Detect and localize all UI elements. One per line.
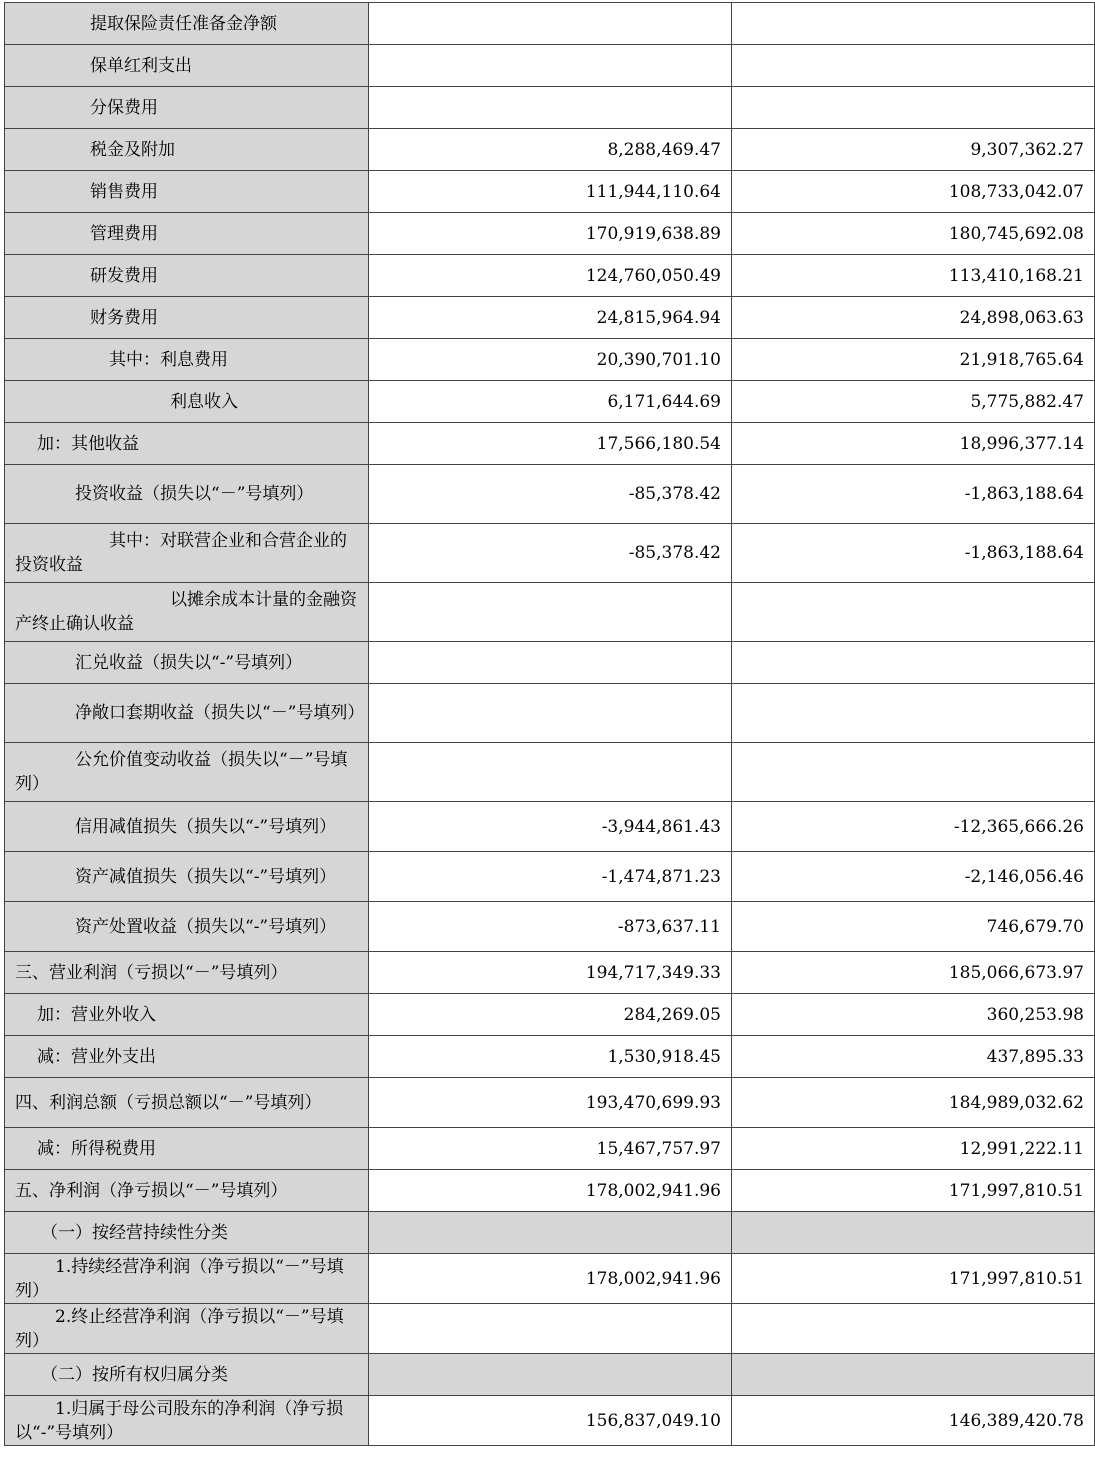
row-label: 其中：对联营企业和合营企业的投资收益: [5, 524, 369, 583]
row-label: 保单红利支出: [5, 45, 369, 87]
row-label: 提取保险责任准备金净额: [5, 3, 369, 45]
current-period-value: 156,837,049.10: [369, 1396, 732, 1446]
current-period-value: [369, 684, 732, 743]
table-row: [5, 1078, 1095, 1128]
table-row: [5, 129, 1095, 171]
prior-period-value: [732, 1304, 1095, 1354]
prior-period-value: 18,996,377.14: [732, 423, 1095, 465]
table-row: [5, 952, 1095, 994]
table-row: [5, 1170, 1095, 1212]
table-row: [5, 684, 1095, 743]
current-period-value: [369, 1354, 732, 1396]
row-label: 三、营业利润（亏损以“－”号填列）: [5, 952, 369, 994]
table-row: [5, 1354, 1095, 1396]
row-label: 管理费用: [5, 213, 369, 255]
row-label: 四、利润总额（亏损总额以“－”号填列）: [5, 1078, 369, 1128]
table-row: [5, 213, 1095, 255]
table-row: [5, 642, 1095, 684]
prior-period-value: [732, 1212, 1095, 1254]
row-label: 汇兑收益（损失以“-”号填列）: [5, 642, 369, 684]
row-label: 资产减值损失（损失以“-”号填列）: [5, 852, 369, 902]
table-row: [5, 524, 1095, 583]
row-label: 五、净利润（净亏损以“－”号填列）: [5, 1170, 369, 1212]
income-statement-table: [4, 2, 1095, 1446]
current-period-value: [369, 743, 732, 802]
current-period-value: 6,171,644.69: [369, 381, 732, 423]
prior-period-value: [732, 45, 1095, 87]
table-row: [5, 902, 1095, 952]
prior-period-value: [732, 743, 1095, 802]
table-row: [5, 45, 1095, 87]
row-label: 1.持续经营净利润（净亏损以“－”号填列）: [5, 1254, 369, 1304]
prior-period-value: [732, 87, 1095, 129]
current-period-value: 8,288,469.47: [369, 129, 732, 171]
row-label: 其中：利息费用: [5, 339, 369, 381]
current-period-value: -3,944,861.43: [369, 802, 732, 852]
prior-period-value: 171,997,810.51: [732, 1254, 1095, 1304]
prior-period-value: [732, 684, 1095, 743]
current-period-value: 284,269.05: [369, 994, 732, 1036]
prior-period-value: 437,895.33: [732, 1036, 1095, 1078]
current-period-value: [369, 45, 732, 87]
prior-period-value: -1,863,188.64: [732, 465, 1095, 524]
prior-period-value: 24,898,063.63: [732, 297, 1095, 339]
table-row: [5, 171, 1095, 213]
current-period-value: [369, 87, 732, 129]
table-row: [5, 381, 1095, 423]
current-period-value: 111,944,110.64: [369, 171, 732, 213]
row-label: 加：其他收益: [5, 423, 369, 465]
table-row: [5, 852, 1095, 902]
prior-period-value: 746,679.70: [732, 902, 1095, 952]
row-label: 信用减值损失（损失以“-”号填列）: [5, 802, 369, 852]
prior-period-value: 171,997,810.51: [732, 1170, 1095, 1212]
current-period-value: 24,815,964.94: [369, 297, 732, 339]
row-label: 税金及附加: [5, 129, 369, 171]
current-period-value: 170,919,638.89: [369, 213, 732, 255]
prior-period-value: 185,066,673.97: [732, 952, 1095, 994]
prior-period-value: 108,733,042.07: [732, 171, 1095, 213]
prior-period-value: 146,389,420.78: [732, 1396, 1095, 1446]
row-label: 净敞口套期收益（损失以“－”号填列）: [5, 684, 369, 743]
table-row: [5, 339, 1095, 381]
prior-period-value: 9,307,362.27: [732, 129, 1095, 171]
current-period-value: [369, 642, 732, 684]
table-row: [5, 743, 1095, 802]
table-row: [5, 297, 1095, 339]
prior-period-value: 184,989,032.62: [732, 1078, 1095, 1128]
prior-period-value: [732, 583, 1095, 642]
row-label: 分保费用: [5, 87, 369, 129]
current-period-value: 178,002,941.96: [369, 1170, 732, 1212]
prior-period-value: 360,253.98: [732, 994, 1095, 1036]
row-label: 以摊余成本计量的金融资产终止确认收益: [5, 583, 369, 642]
current-period-value: 1,530,918.45: [369, 1036, 732, 1078]
table-row: [5, 3, 1095, 45]
table-row: [5, 465, 1095, 524]
current-period-value: [369, 3, 732, 45]
prior-period-value: [732, 1354, 1095, 1396]
prior-period-value: 113,410,168.21: [732, 255, 1095, 297]
current-period-value: 124,760,050.49: [369, 255, 732, 297]
prior-period-value: -1,863,188.64: [732, 524, 1095, 583]
table-row: [5, 1212, 1095, 1254]
current-period-value: 178,002,941.96: [369, 1254, 732, 1304]
current-period-value: [369, 583, 732, 642]
current-period-value: -873,637.11: [369, 902, 732, 952]
row-label: （二）按所有权归属分类: [5, 1354, 369, 1396]
row-label: 减：所得税费用: [5, 1128, 369, 1170]
prior-period-value: 12,991,222.11: [732, 1128, 1095, 1170]
table-row: [5, 1036, 1095, 1078]
current-period-value: 20,390,701.10: [369, 339, 732, 381]
table-row: [5, 1254, 1095, 1304]
row-label: 利息收入: [5, 381, 369, 423]
row-label: 研发费用: [5, 255, 369, 297]
current-period-value: -85,378.42: [369, 465, 732, 524]
row-label: 减：营业外支出: [5, 1036, 369, 1078]
current-period-value: 17,566,180.54: [369, 423, 732, 465]
table-row: [5, 1128, 1095, 1170]
current-period-value: 194,717,349.33: [369, 952, 732, 994]
current-period-value: 15,467,757.97: [369, 1128, 732, 1170]
table-row: [5, 583, 1095, 642]
row-label: 加：营业外收入: [5, 994, 369, 1036]
row-label: 1.归属于母公司股东的净利润（净亏损以“-”号填列）: [5, 1396, 369, 1446]
prior-period-value: [732, 642, 1095, 684]
table-row: [5, 255, 1095, 297]
row-label: （一）按经营持续性分类: [5, 1212, 369, 1254]
row-label: 投资收益（损失以“－”号填列）: [5, 465, 369, 524]
current-period-value: -85,378.42: [369, 524, 732, 583]
table-body: [5, 3, 1095, 1446]
table-row: [5, 423, 1095, 465]
prior-period-value: 5,775,882.47: [732, 381, 1095, 423]
current-period-value: 193,470,699.93: [369, 1078, 732, 1128]
row-label: 财务费用: [5, 297, 369, 339]
prior-period-value: 21,918,765.64: [732, 339, 1095, 381]
prior-period-value: 180,745,692.08: [732, 213, 1095, 255]
current-period-value: [369, 1212, 732, 1254]
table-row: [5, 1396, 1095, 1446]
table-row: [5, 802, 1095, 852]
table-row: [5, 994, 1095, 1036]
row-label: 2.终止经营净利润（净亏损以“－”号填列）: [5, 1304, 369, 1354]
current-period-value: [369, 1304, 732, 1354]
row-label: 资产处置收益（损失以“-”号填列）: [5, 902, 369, 952]
table-row: [5, 1304, 1095, 1354]
row-label: 公允价值变动收益（损失以“－”号填列）: [5, 743, 369, 802]
prior-period-value: [732, 3, 1095, 45]
table-row: [5, 87, 1095, 129]
prior-period-value: -2,146,056.46: [732, 852, 1095, 902]
current-period-value: -1,474,871.23: [369, 852, 732, 902]
prior-period-value: -12,365,666.26: [732, 802, 1095, 852]
row-label: 销售费用: [5, 171, 369, 213]
